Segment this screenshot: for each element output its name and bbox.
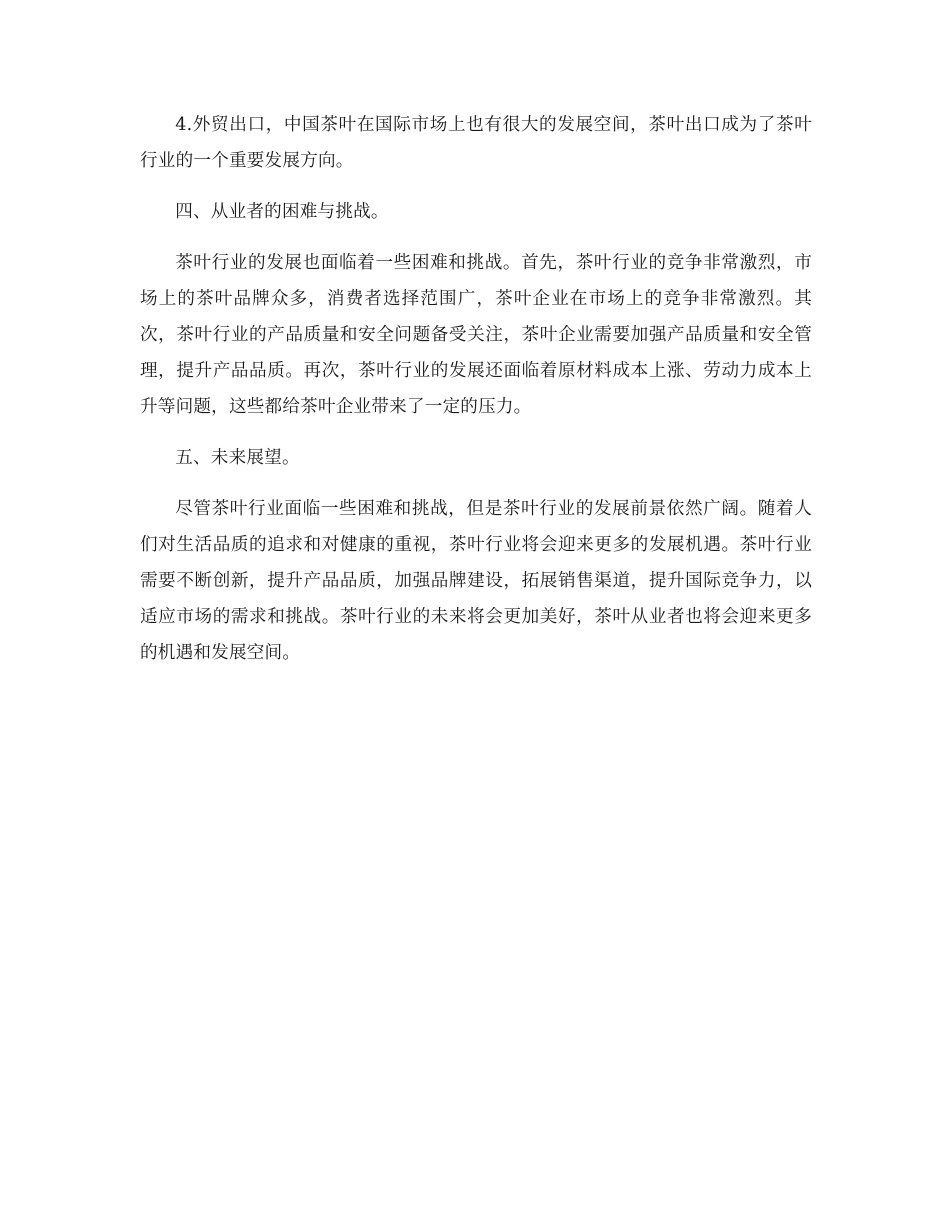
paragraph-outlook: 尽管茶叶行业面临一些困难和挑战，但是茶叶行业的发展前景依然广阔。随着人们对生活品质的追求和对健康的重视，茶叶行业将会迎来更多的发展机遇。茶叶行业需要不断创新，提升产品品质，加强品牌建设，拓展销售渠道，提升国际竞争力，以适应市场的需求和挑战。茶叶行业的未来将会更加美好，茶叶从业者也将会迎来更多的机遇和发展空间。 — [140, 499, 812, 663]
paragraph-export: 4.外贸出口，中国茶叶在国际市场上也有很大的发展空间，茶叶出口成为了茶叶行业的一个重要发展方向。 — [140, 115, 812, 171]
section-heading-challenges: 四、从业者的困难与挑战。 — [175, 202, 389, 222]
document-body — [140, 107, 812, 686]
section-heading-outlook: 五、未来展望。 — [175, 448, 300, 468]
paragraph-challenges: 茶叶行业的发展也面临着一些困难和挑战。首先，茶叶行业的竞争非常激烈，市场上的茶叶品牌众多，消费者选择范围广，茶叶企业在市场上的竞争非常激烈。其次，茶叶行业的产品质量和安全问题备受关注，茶叶企业需要加强产品质量和安全管理，提升产品品质。再次，茶叶行业的发展还面临着原材料成本上涨、劳动力成本上升等问题，这些都给茶叶企业带来了一定的压力。 — [140, 253, 812, 417]
